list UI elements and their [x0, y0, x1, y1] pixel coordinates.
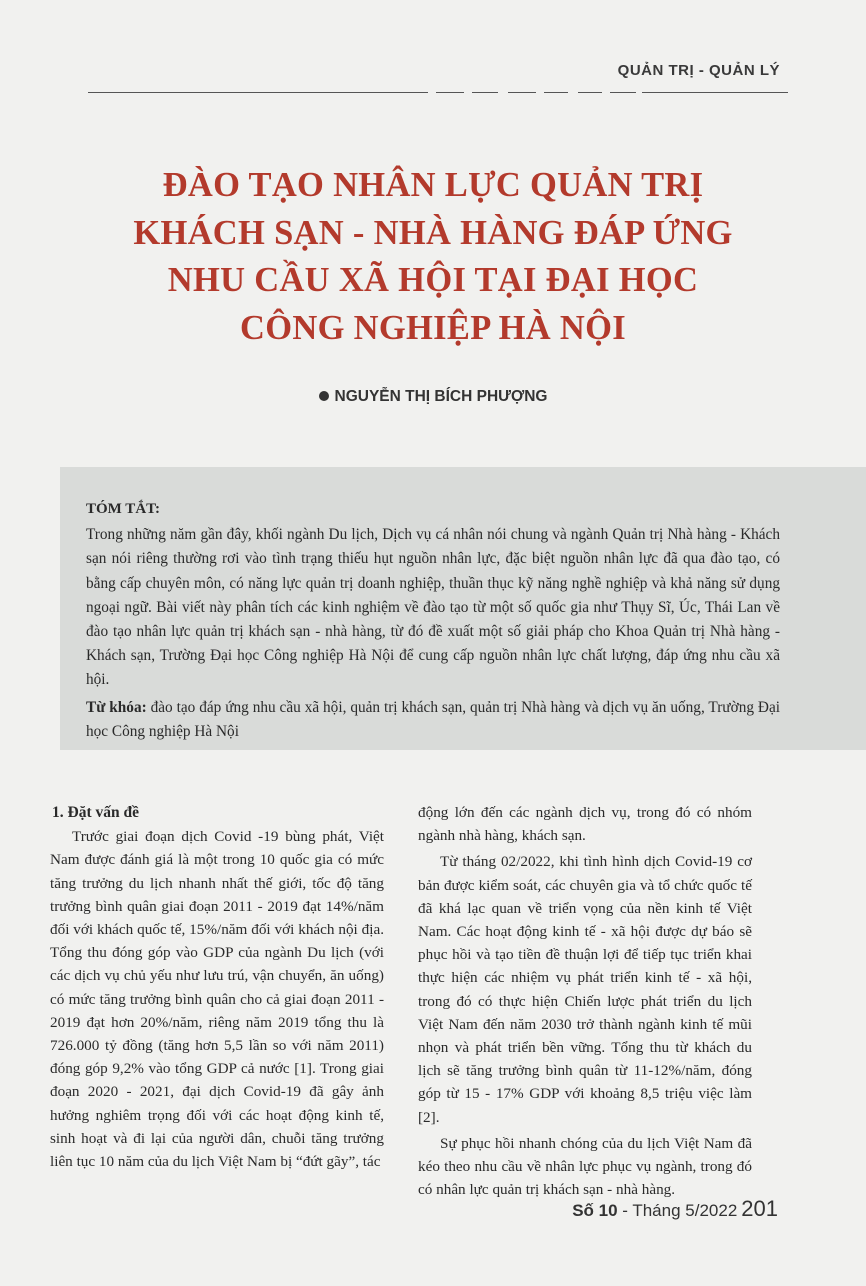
paragraph: Sự phục hồi nhanh chóng của du lịch Việt Nam đã kéo theo nhu cầu về nhân lực phục vụ ngành, trong đó có nhân lực quản trị khách sạn - nhà hàng. [418, 1134, 752, 1199]
section-label: QUẢN TRỊ - QUẢN LÝ [617, 62, 780, 79]
paragraph: động lớn đến các ngành dịch vụ, trong đó có nhóm ngành nhà hàng, khách sạn. [418, 804, 752, 845]
header-rule [88, 92, 788, 93]
issue-date: - Tháng 5/2022 [617, 1201, 738, 1220]
abstract-heading: TÓM TẮT: [86, 501, 161, 517]
title-line: KHÁCH SẠN - NHÀ HÀNG ĐÁP ỨNG [133, 213, 733, 252]
bullet-icon [319, 391, 329, 401]
issue-number: Số 10 [572, 1201, 618, 1220]
page-number: 201 [741, 1196, 778, 1221]
left-column [50, 801, 384, 1176]
title-line: NHU CẦU XÃ HỘI TẠI ĐẠI HỌC [167, 261, 699, 299]
author-name: NGUYỄN THỊ BÍCH PHƯỢNG [334, 388, 548, 405]
right-column [418, 801, 752, 1204]
keywords-label: Từ khóa: [86, 698, 147, 716]
title-line: CÔNG NGHIỆP HÀ NỘI [240, 308, 626, 347]
keywords-text: đào tạo đáp ứng nhu cầu xã hội, quản trị khách sạn, quản trị Nhà hàng và dịch vụ ăn uống, Trường Đại học Công nghiệp Hà Nội [86, 698, 780, 740]
title-line: ĐÀO TẠO NHÂN LỰC QUẢN TRỊ [162, 166, 704, 204]
abstract [86, 497, 780, 744]
paragraph: Từ tháng 02/2022, khi tình hình dịch Covid-19 cơ bản được kiểm soát, các chuyên gia và tổ chức quốc tế đã khá lạc quan về triển vọng của nền kinh tế Việt Nam. Các hoạt động kinh tế - xã hội được dự báo sẽ phục hồi và tạo tiền đề thuận lợi để tiếp tục triển khai thực hiện các nhiệm vụ phát triển kinh tế - xã hội, trong đó có thực hiện Chiến lược phát triển du lịch Việt Nam đến năm 2030 trở thành ngành kinh tế mũi nhọn và phát triển bền vững. Tổng thu từ khách du lịch sẽ tăng trưởng bình quân từ 11-12%/năm, đóng góp từ 15 - 17% GDP với khoảng 8,5 triệu việc làm [2]. [418, 853, 752, 1126]
keywords [86, 696, 780, 744]
abstract-text: Trong những năm gần đây, khối ngành Du lịch, Dịch vụ cá nhân nói chung và ngành Quản trị Nhà hàng - Khách sạn nói riêng thường rơi vào tình trạng thiếu hụt nguồn nhân lực, đặc biệt nguồn nhân lực đã qua đào tạo, có bằng cấp chuyên môn, có năng lực quản trị doanh nghiệp, thuần thục kỹ năng nghề nghiệp và khả năng sử dụng ngoại ngữ. Bài viết này phân tích các kinh nghiệm về đào tạo từ một số quốc gia như Thụy Sĩ, Úc, Thái Lan về đào tạo nhân lực quản trị khách sạn - nhà hàng, từ đó đề xuất một số giải pháp cho Khoa Quản trị Nhà hàng - Khách sạn, Trường Đại học Công nghiệp Hà Nội để cung cấp nguồn nhân lực chất lượng, đáp ứng nhu cầu xã hội. [86, 526, 780, 689]
paragraph: Trước giai đoạn dịch Covid -19 bùng phát, Việt Nam được đánh giá là một trong 10 quốc gia có mức tăng trưởng du lịch nhanh nhất thế giới, tốc độ tăng trưởng bình quân giai đoạn 2011 - 2019 đạt 14%/năm đối với khách quốc tế, 15%/năm đối với khách nội địa. Tổng thu đóng góp vào GDP của ngành Du lịch (với các dịch vụ chủ yếu như lưu trú, vận chuyển, ăn uống) có mức tăng trưởng bình quân cho cả giai đoạn 2011 - 2019 đạt hơn 20%/năm, riêng năm 2019 tổng thu là 726.000 tỷ đồng (tăng hơn 5,5 lần so với năm 2011) đóng góp 9,2% vào tổng GDP cả nước [1]. Trong giai đoạn 2020 - 2021, đại dịch Covid-19 đã gây ảnh hưởng nghiêm trọng đối với các hoạt động kinh tế, sinh hoạt và đi lại của người dân, chuỗi tăng trưởng liên tục 10 năm của du lịch Việt Nam bị “đứt gãy”, tác [50, 828, 384, 1171]
author-line [0, 388, 866, 406]
article-title [60, 162, 806, 352]
section-heading: 1. Đặt vấn đề [52, 804, 139, 821]
page-footer [572, 1196, 778, 1222]
